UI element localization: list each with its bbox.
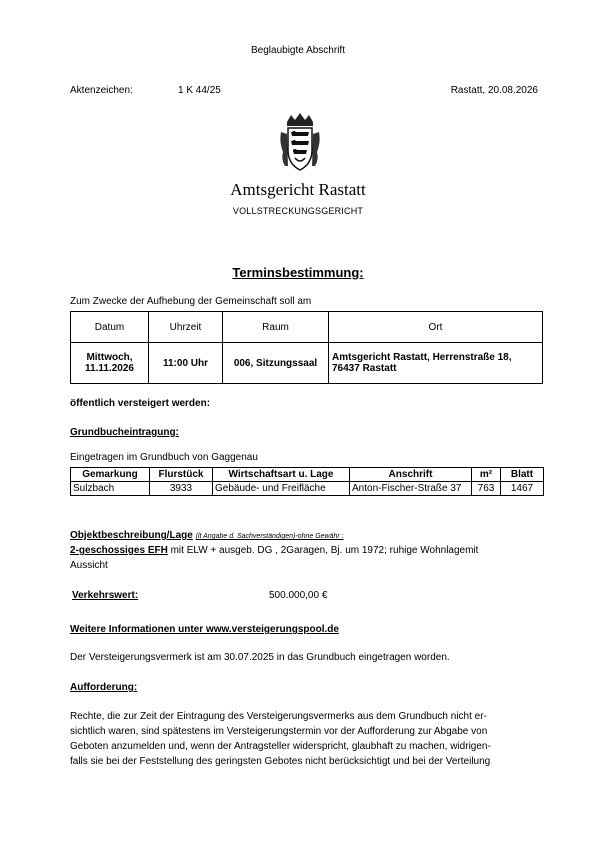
registration-note: Der Versteigerungsvermerk ist am 30.07.2025 in das Grundbuch eingetragen worden. [70,652,450,663]
appointment-row [71,343,543,384]
object-note: (lt Angabe d. Sachverständigen)-ohne Gewähr : [195,533,344,540]
appointment-room: 006, Sitzungssaal [223,343,329,384]
intro-text: Zum Zwecke der Aufhebung der Gemeinschaft soll am [70,296,312,307]
file-number-label: Aktenzeichen: [70,85,133,96]
coat-of-arms-icon [279,112,321,172]
object-description: mit ELW + ausgeb. DG , 2Garagen, Bj. um 1972; ruhige Wohnlagemit [167,545,479,556]
object-heading: Objektbeschreibung/Lage [70,530,193,541]
appointment-weekday: Mittwoch, [86,352,133,363]
header-uhrzeit: Uhrzeit [149,312,223,343]
more-info-link[interactable]: Weitere Informationen unter www.versteigerungspool.de [70,624,339,635]
appointment-place [329,343,543,384]
header-wirtschaftsart: Wirtschaftsart u. Lage [213,468,350,482]
header-datum: Datum [71,312,149,343]
table-row [71,482,544,496]
cell-anschrift: Anton-Fischer-Straße 37 [350,482,472,496]
header-blatt: Blatt [501,468,544,482]
cell-area: 763 [472,482,501,496]
appointment-place-line2: 76437 Rastatt [332,363,397,374]
appointment-time: 11:00 Uhr [149,343,223,384]
header-raum: Raum [223,312,329,343]
appointment-table [70,311,543,384]
header-gemarkung: Gemarkung [71,468,150,482]
request-heading: Aufforderung: [70,682,138,693]
land-register-table [70,467,544,496]
market-value: 500.000,00 € [269,590,328,601]
header-ort: Ort [329,312,543,343]
object-type: 2-geschossiges EFH [70,545,168,556]
land-register-text: Eingetragen im Grundbuch von Gaggenau [70,452,258,463]
cell-blatt: 1467 [501,482,544,496]
cell-gemarkung: Sulzbach [71,482,150,496]
appointment-place-line1: Amtsgericht Rastatt, Herrenstraße 18, [332,352,512,363]
place-date: Rastatt, 20.08.2026 [450,85,538,96]
court-division: VOLLSTRECKUNGSGERICHT [232,206,364,216]
cell-flurstueck: 3933 [150,482,213,496]
cell-wirtschaftsart: Gebäude- und Freifläche [213,482,350,496]
header-flurstueck: Flurstück [150,468,213,482]
header-area: m² [472,468,501,482]
request-line: falls sie bei der Feststellung des geringsten Gebotes nicht berücksichtigt und bei der Verteilung [70,756,491,767]
market-value-label: Verkehrswert: [72,590,139,601]
request-line: Geboten anzumelden und, wenn der Antragsteller widerspricht, glaubhaft zu machen, widrigen- [70,741,491,752]
court-name: Amtsgericht Rastatt [230,180,366,199]
file-number: 1 K 44/25 [178,85,221,96]
public-auction-text: öffentlich versteigert werden: [70,398,211,409]
heading: Terminsbestimmung: [232,265,364,280]
appointment-date [71,343,149,384]
document-title: Beglaubigte Abschrift [251,45,345,56]
land-register-header-row [71,468,544,482]
request-line: Rechte, die zur Zeit der Eintragung des Versteigerungsvermerks aus dem Grundbuch nicht er- [70,711,487,722]
object-description-line1 [70,545,478,556]
object-description-line2: Aussicht [70,560,108,571]
appointment-date-value: 11.11.2026 [85,363,134,374]
header-anschrift: Anschrift [350,468,472,482]
request-line: sichtlich waren, sind spätestens im Versteigerungstermin vor der Aufforderung zur Abgabe von [70,726,488,737]
land-register-heading: Grundbucheintragung: [70,427,179,438]
object-heading-line [70,530,344,541]
appointment-header-row [71,312,543,343]
